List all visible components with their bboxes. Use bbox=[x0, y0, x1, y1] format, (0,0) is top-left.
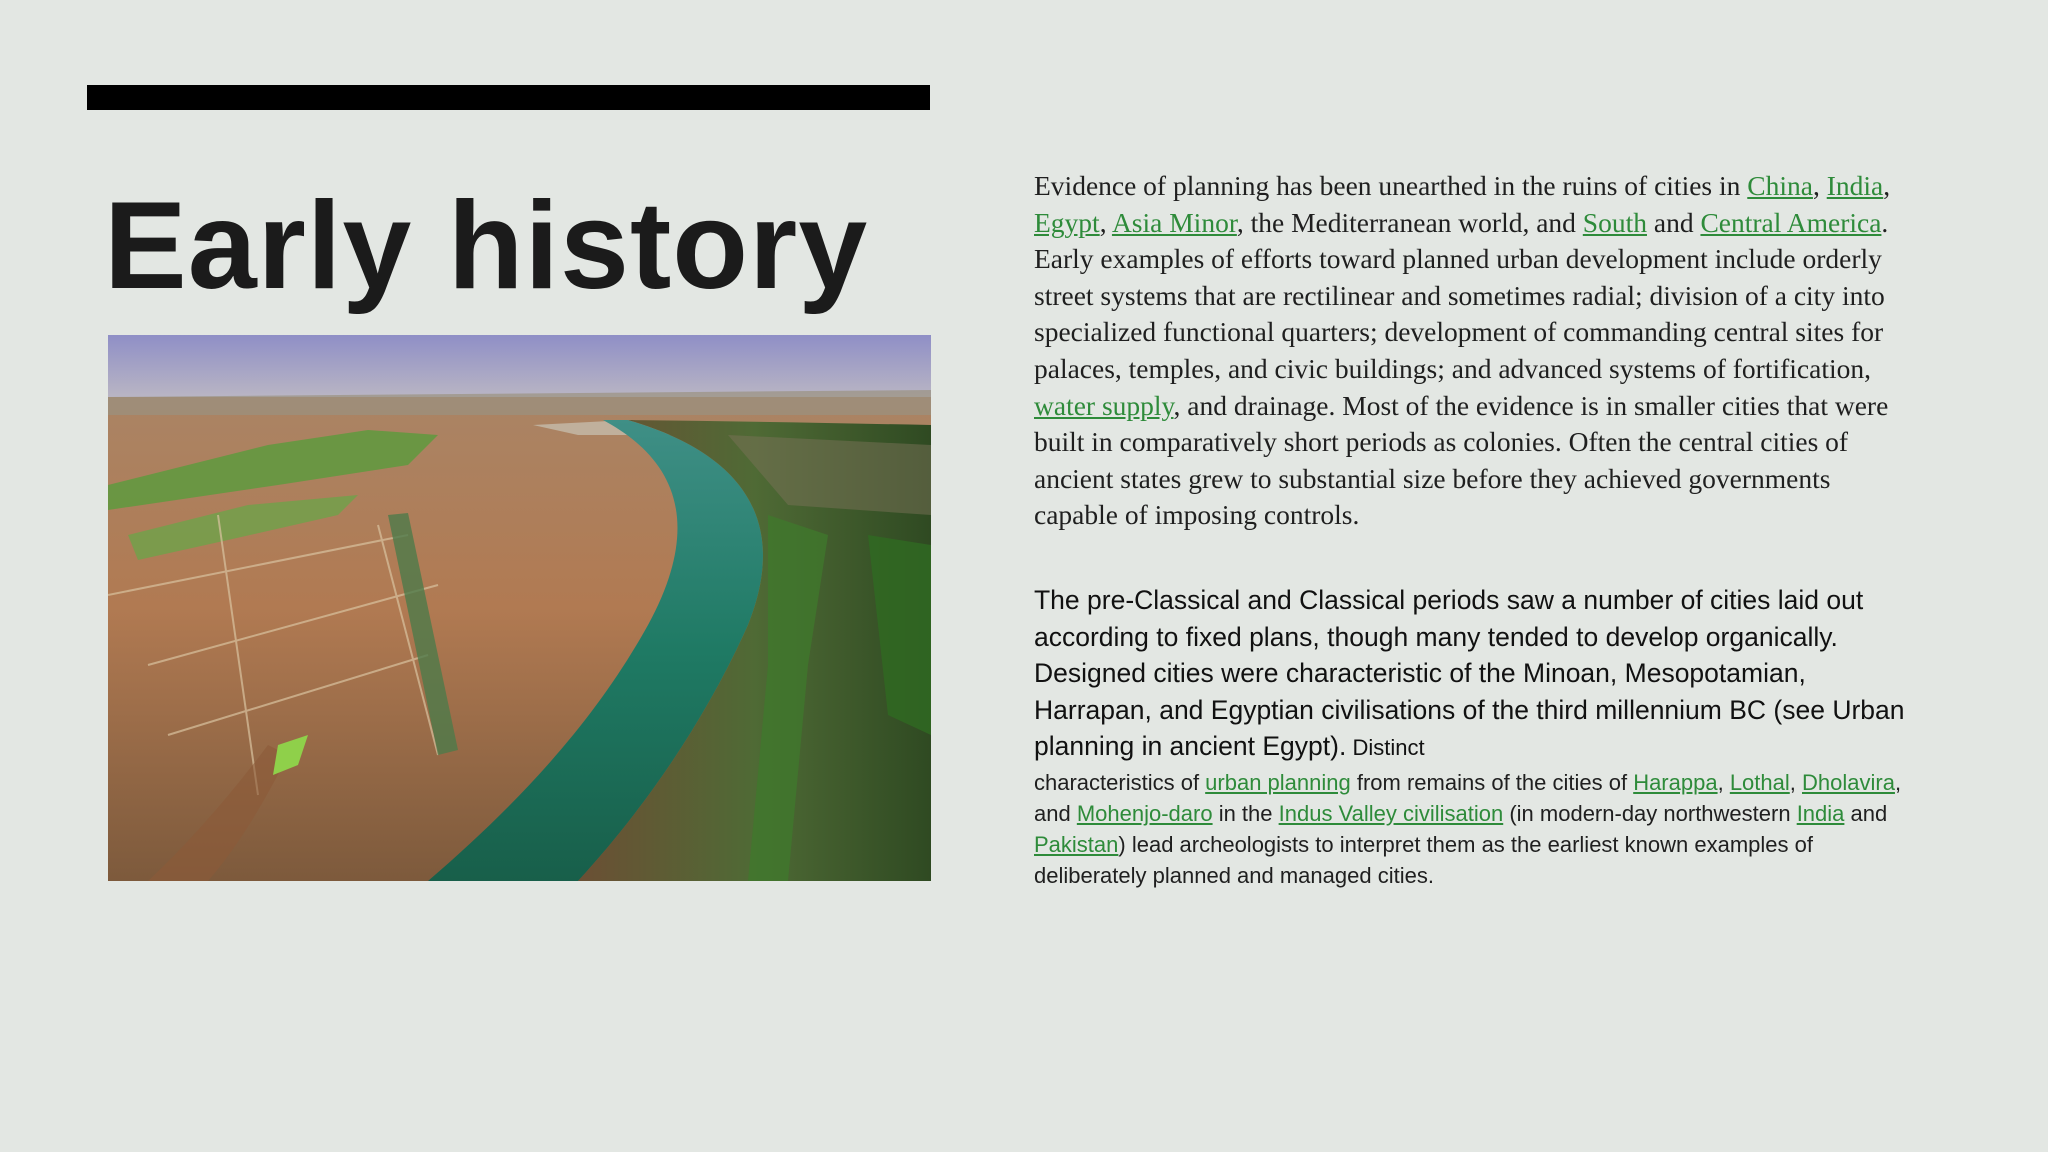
link-indus-valley-civilisation[interactable]: Indus Valley civilisation bbox=[1278, 800, 1504, 826]
link-pakistan[interactable]: Pakistan bbox=[1034, 831, 1119, 857]
text: (in modern-day northwestern bbox=[1503, 800, 1797, 826]
text: characteristics of bbox=[1034, 769, 1206, 795]
body-text-column bbox=[1034, 168, 1914, 891]
text: , bbox=[1883, 170, 1891, 201]
text: , bbox=[1099, 206, 1112, 238]
text: from remains of the cities of bbox=[1350, 769, 1634, 795]
paragraph-indus-valley bbox=[1034, 767, 1914, 891]
link-egypt[interactable]: Egypt bbox=[1034, 206, 1100, 238]
text: Distinct bbox=[1346, 735, 1425, 761]
text: , and drainage. Most of the evidence is in smaller cities that were built in comparatively short periods as colonies. Often the central cities of ancient states grew to substantial size before they achieved governments capable of imposing controls. bbox=[1034, 389, 1889, 531]
link-asia-minor[interactable]: Asia Minor bbox=[1111, 206, 1237, 238]
slide-title: Early history bbox=[104, 177, 869, 315]
link-dholavira[interactable]: Dholavira bbox=[1802, 769, 1895, 795]
text: ) lead archeologists to interpret them as the earliest known examples of deliberately planned and managed cities. bbox=[1034, 831, 1813, 888]
paragraph-planning-evidence bbox=[1034, 168, 1914, 534]
link-china[interactable]: China bbox=[1747, 170, 1813, 201]
link-india[interactable]: India bbox=[1826, 170, 1884, 201]
river-aerial-photo bbox=[108, 335, 931, 881]
link-water-supply[interactable]: water supply bbox=[1034, 389, 1174, 421]
text: , and bbox=[1034, 769, 1902, 826]
link-urban-planning[interactable]: urban planning bbox=[1205, 769, 1351, 795]
text: , bbox=[1717, 769, 1730, 795]
text: in the bbox=[1212, 800, 1279, 826]
link-india-2[interactable]: India bbox=[1796, 800, 1845, 826]
title-accent-bar bbox=[87, 85, 930, 110]
text: and bbox=[1646, 206, 1701, 238]
link-mohenjo-daro[interactable]: Mohenjo-daro bbox=[1076, 800, 1213, 826]
text: , the Mediterranean world, and bbox=[1236, 206, 1583, 238]
link-central-america[interactable]: Central America bbox=[1700, 206, 1882, 238]
link-south[interactable]: South bbox=[1582, 206, 1647, 238]
text: and bbox=[1844, 800, 1888, 826]
link-harappa[interactable]: Harappa bbox=[1633, 769, 1718, 795]
text: The pre-Classical and Classical periods saw a number of cities laid out according to fixed plans, though many tended to develop organically. Designed cities were characteristic of the Minoan, Mesopotamian, Harrapan, and Egyptian civilisations of the third millennium BC (see Urban planning in ancient Egypt). bbox=[1034, 584, 1905, 762]
text: . Early examples of efforts toward planned urban development include orderly street systems that are rectilinear and sometimes radial; division of a city into specialized functional quarters; development of commanding central sites for palaces, temples, and civic buildings; and advanced systems of fortification, bbox=[1034, 206, 1889, 384]
paragraph-classical-periods bbox=[1034, 582, 1914, 767]
link-lothal[interactable]: Lothal bbox=[1729, 769, 1790, 795]
text: Evidence of planning has been unearthed in the ruins of cities in bbox=[1034, 170, 1748, 201]
text: , bbox=[1812, 170, 1827, 201]
text: , bbox=[1789, 769, 1802, 795]
